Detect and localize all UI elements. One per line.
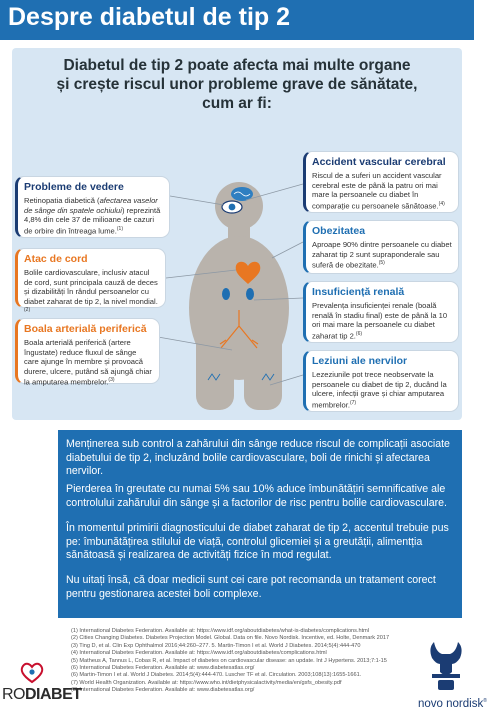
card-title: Insuficiență renală xyxy=(312,286,405,298)
info-paragraph-2: Pierderea în greutate cu numai 5% sau 10% aduce îmbunătățiri semnificative ale controlului zahărului din sânge și a factorilor de risc pentru bolile cardiovasculare. xyxy=(66,483,447,509)
card-title: Probleme de vedere xyxy=(24,181,124,193)
card-boala-arteriala-periferica xyxy=(15,318,160,387)
card-atac-de-cord xyxy=(15,248,166,314)
apis-bull-icon xyxy=(426,632,466,694)
reference-item: (4) International Diabetes Federation. Available at: https://www.idf.org/aboutdiabetes/complications.html xyxy=(71,650,327,657)
info-paragraph-3: În momentul primirii diagnosticului de diabet zaharat de tip 2, accentul trebuie pus pe: îmbunătățirea stilului de viață, controlul glicemiei și a greutății, alimentția sănătoasă și realizarea de activități fizice în mod regulat. xyxy=(66,522,449,561)
card-obezitatea xyxy=(303,220,459,274)
reference-item: (8) International Diabetes Federation. Available at: www.diabetesatlas.org/ xyxy=(71,687,255,694)
reference-item: (5) Matheus A, Tannus L, Cobas R, et al. Impact of diabetes on cardiovascular disease: an update. Int J Hypertens. 2013;7:1-15 xyxy=(71,657,387,664)
reference-item: (1) International Diabetes Federation. Available at: https://www.idf.org/aboutdiabetes/what-is-diabetes/complications.html xyxy=(71,628,370,634)
card-title: Atac de cord xyxy=(24,253,88,265)
card-accident-vascular-cerebral xyxy=(303,151,459,213)
novo-nordisk-logo xyxy=(418,630,487,712)
reference-item: (2) Cities Changing Diabetes. Diabetes Projection Model. Global. Data on file. Novo Nordisk. Incentive, ed. Holte, Denmark 2017 xyxy=(71,635,390,642)
reference-item: (7) World Health Organization. Available at: https://www.who.int/dietphysicalactivity/media/en/gsfs_obesity.pdf xyxy=(71,679,342,686)
card-title: Accident vascular cerebral xyxy=(312,156,446,168)
info-paragraph-4: Nu uitați însă, că doar medicii sunt cei care pot recomanda un tratament corect pentru gestionarea acestei boli complexe. xyxy=(66,574,436,600)
novo-nordisk-wordmark: novo nordisk® xyxy=(418,698,487,710)
card-body: Bolile cardiovasculare, inclusiv atacul de cord, sunt principala cauză de deces și dizabilități în rândul persoanelor cu diabet zaharat de tip 2, la nivel mondial.$^{(2)}$ xyxy=(24,268,158,314)
card-body: Lezeziunile pot trece neobservate la persoanele cu diabet de tip 2, ducând la ulcere, infecții grave și chiar amputarea membrelor.$^{(7)}$ xyxy=(312,370,447,410)
headline-line-2: și crește riscul unor probleme grave de sănătate, xyxy=(56,76,418,93)
heart-logo-icon xyxy=(20,662,44,684)
card-title: Boala arterială periferică xyxy=(24,323,147,335)
card-body: Prevalența insuficienței renale (boală renală în stadiu final) este de până la 10 ori mai mare la persoanele cu diabet zaharat tip 2.$^{(6)}$ xyxy=(312,301,448,341)
rodiabet-logo xyxy=(2,662,82,706)
reference-item: (6) Martin-Timon I et al. World J Diabetes. 2014;5(4):444-470. Luscher TF et al. Circulation. 2003;108(13):1655-1661. xyxy=(71,672,362,679)
card-title: Leziuni ale nervilor xyxy=(312,355,408,367)
card-body: Riscul de a suferi un accident vascular cerebral este de până la patru ori mai mare la persoanele cu diabet în comparație cu persoanele sănătoase.$^{(4)}$ xyxy=(312,171,445,211)
card-body: Boala arterială periferică (artere îngustate) reduce fluxul de sânge care ajunge în membre și provoacă durere, ulcere, putând să ajungă chiar la amputarea membrelor.$^{(3)}$ xyxy=(24,338,152,387)
reference-item: (3) Ting D, et al. Clin Exp Ophthalmol 2016;44:260–277. 5. Martin-Timon I et al. World J Diabetes. 2014;5(4):444-470 xyxy=(71,642,361,649)
reference-item: (6) International Diabetes Federation. Available at: www.diabetesatlas.org/ xyxy=(71,665,255,672)
card-insuficienta-renala xyxy=(303,281,459,343)
card-body: Retinopatia diabetică (afectarea vaselor de sânge din spatele ochiului) reprezintă 4,8% din cele 37 de milioane de cazuri de orbire din întreaga lume.$^{(1)}$ xyxy=(24,196,161,236)
headline-line-1: Diabetul de tip 2 poate afecta mai multe organe xyxy=(63,57,411,74)
references-list xyxy=(71,628,421,695)
page-title: Despre diabetul de tip 2 xyxy=(8,3,291,31)
card-title: Obezitatea xyxy=(312,225,366,237)
headline-line-3: cum ar fi: xyxy=(202,95,272,112)
info-paragraph-1: Menținerea sub control a zahărului din sânge reduce riscul de complicații asociate diabetului de tip 2, incluzând bolile cardiovasculare, boli de rinichi și afectarea nervilor. xyxy=(66,438,450,477)
rodiabet-wordmark: RODIABET xyxy=(2,686,82,703)
card-body: Aproape 90% dintre persoanele cu diabet zaharat tip 2 sunt supraponderale sau suferă de obezitate.$^{(5)}$ xyxy=(312,240,452,270)
card-leziuni-ale-nervilor xyxy=(303,350,459,412)
card-probleme-de-vedere xyxy=(15,176,170,238)
